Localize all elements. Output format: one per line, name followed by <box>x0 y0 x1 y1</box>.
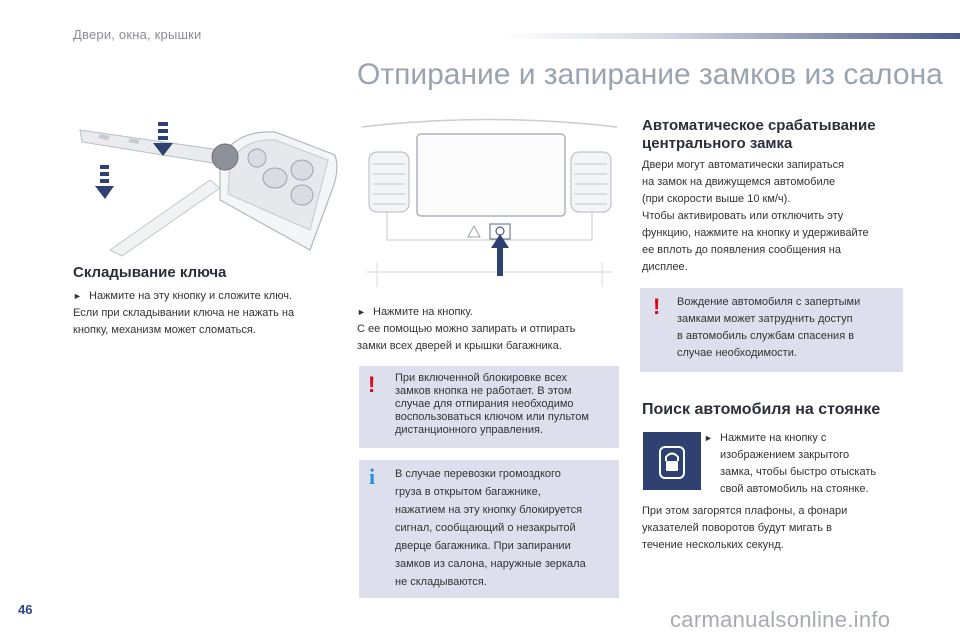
exclamation-icon: ! <box>368 372 376 397</box>
folding-heading: Складывание ключа <box>73 264 227 281</box>
watermark: carmanualsonline.info <box>670 607 891 632</box>
lock-button-illustration <box>643 432 701 490</box>
warning-text-locked: При включенной блокировке всех замков кнопка не работает. В этом случае для отпирания необходимо воспользоваться ключом или пультом дистанционного управления. <box>395 372 589 436</box>
arrow-bullet-icon: ► <box>704 433 713 443</box>
folding-text <box>73 288 353 339</box>
section-label: Двери, окна, крышки <box>73 27 202 42</box>
search-bullet-text: ► Нажмите на кнопку с изображением закрытого замка, чтобы быстро отыскать свой автомобиль на стоянке. <box>704 432 877 495</box>
folding-bullet: Нажмите на эту кнопку и сложите ключ. <box>89 290 292 302</box>
arrow-bullet-icon: ► <box>73 291 82 301</box>
warning-text-driving: Вождение автомобиля с запертыми замками может затруднить доступ в автомобиль службам спасения в случае необходимости. <box>677 296 861 359</box>
folding-text1: Если при складывании ключа не нажать на <box>73 307 295 319</box>
auto-lock-heading <box>642 117 876 153</box>
info-icon: i <box>369 464 376 489</box>
press-text2: замки всех дверей и крышки багажника. <box>357 340 562 352</box>
page-number: 46 <box>18 602 33 617</box>
search-heading: Поиск автомобиля на стоянке <box>642 401 881 418</box>
page-title: Отпирание и запирание замков из салона <box>357 58 943 91</box>
auto-lock-text: Двери могут автоматически запираться на замок на движущемся автомобиле (при скорости выше 10 км/ч). Чтобы активировать или отключить эту функцию, нажмите на кнопку и удерживайте ее вплоть до появления сообщения на дисплее. <box>642 159 869 273</box>
auto-lock-heading-line1: Автоматическое срабатывание <box>642 117 876 134</box>
info-text-trunk: В случае перевозки громоздкого груза в открытом багажнике, нажатием на эту кнопку блокируется сигнал, сообщающий о незакрытой дверце багажника. При запирании замков из салона, наружные зеркала не складываются. <box>395 468 586 588</box>
press-bullet: Нажмите на кнопку. <box>373 306 473 318</box>
press-text <box>357 304 622 355</box>
warning-box-driving <box>640 288 903 372</box>
search-text: При этом загорятся плафоны, а фонари указателей поворотов будут мигать в течение нескольких секунд. <box>642 505 848 551</box>
header-bar <box>500 33 960 39</box>
press-text1: С ее помощью можно запирать и отпирать <box>357 323 576 335</box>
info-box-trunk <box>359 460 619 598</box>
dashboard-illustration <box>357 112 622 292</box>
auto-lock-heading-line2: центрального замка <box>642 135 793 152</box>
key-illustration <box>70 110 340 260</box>
warning-box-locked <box>359 366 619 448</box>
folding-text2: кнопку, механизм может сломаться. <box>73 324 256 336</box>
exclamation-icon: ! <box>653 294 661 319</box>
lock-icon <box>643 432 701 490</box>
arrow-bullet-icon: ► <box>357 307 366 317</box>
